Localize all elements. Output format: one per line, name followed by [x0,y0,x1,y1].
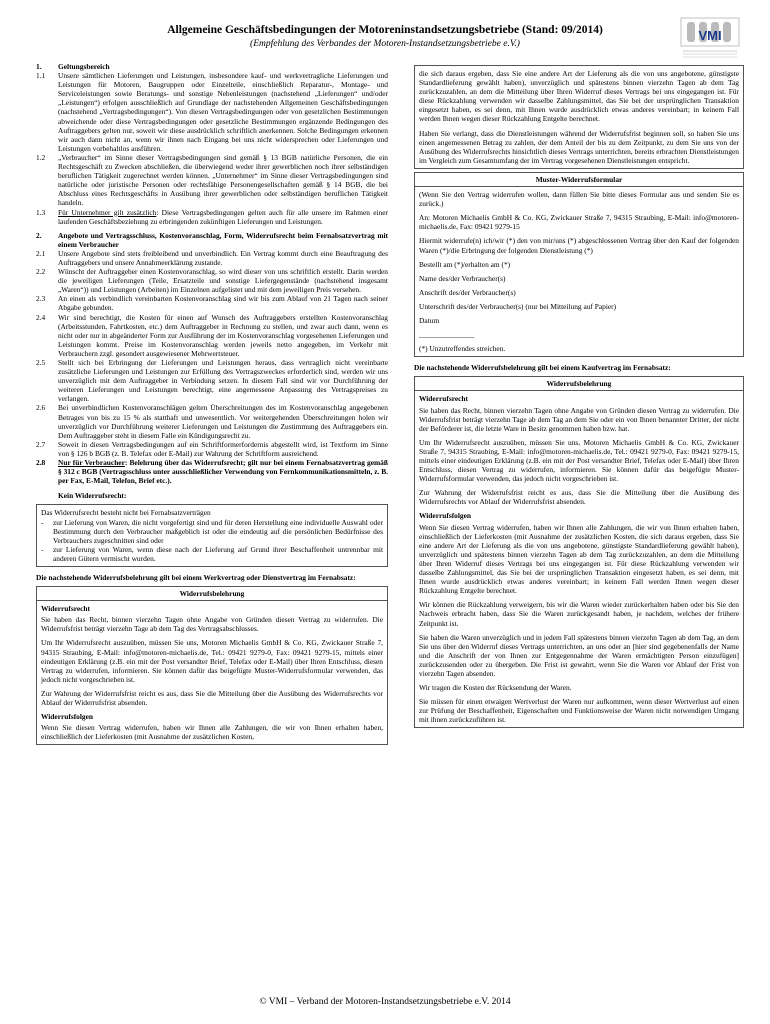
clause-number: 1.1 [36,71,46,81]
paragraph: Um Ihr Widerrufsrecht auszuüben, müssen Sie uns, Motoren Michaelis GmbH & Co. KG, Zwickauer Straße 7, 94315 Straubing, E-Mail: info@motoren-michaelis.de, Tel.: 09421 9279-0, Fax: 09421 9279-15, mittels einer eindeutigen Erklärung (z.B. ein mit der Post versandter Brief, Telefax oder E-Mail) über Ihren Entschluss, diesen Vertrag zu widerrufen, informieren. Sie können dafür das beigefügte Muster-Widerrufsformular verwenden, das jedoch nicht vorgeschrieben ist. [41,638,383,684]
list-item: zur Lieferung von Waren, wenn diese nach der Lieferung auf Grund ihrer Beschaffenheit untrennbar mit anderen Gütern vermischt wurden. [53,544,383,563]
form-line: Datum [419,315,440,325]
paragraph: Sie haben die Waren unverzüglich und in jedem Fall spätestens binnen vierzehn Tagen ab dem Tag, an dem Sie uns über den Widerruf dieses Vertrags unterrichten, an uns oder an [hier sind gegebenenfalls der Name und die Anschrift der von Ihnen zur Entgegennahme der Waren ermächtigten Person einzufügen] zurückzusenden oder zu übergeben. Die Frist ist gewahrt, wenn Sie die Waren vor Ablauf der Frist von vierzehn Tagen absenden. [419,632,739,678]
paragraph: Hiermit widerrufe(n) ich/wir (*) den von mir/uns (*) abgeschlossenen Vertrag über den Kauf der folgenden Waren (*)/die Erbringung der folgenden Dienstleistung (*) [419,236,739,255]
widerrufsbelehrung-box-kauf [414,376,744,728]
box-intro: Das Widerrufsrecht besteht nicht bei Fernabsatzverträgen [41,508,211,518]
paragraph: Wir tragen die Kosten der Rücksendung der Waren. [419,683,572,693]
clause-number: 1.3 [36,207,46,217]
form-line: Name des/der Verbraucher(s) [419,273,506,283]
paragraph: An: Motoren Michaelis GmbH & Co. KG, Zwickauer Straße 7, 94315 Straubing, E-Mail: info@motoren-michaelis.de, Fax: 09421 9279-15 [419,213,739,232]
paragraph: Zur Wahrung der Widerrufsfrist reicht es aus, dass Sie die Mitteilung über die Ausübung des Widerrufsrechts vor Ablauf der Widerrufsfrist absenden. [41,688,383,707]
right-column [414,62,744,731]
clause-number: 2.5 [36,358,46,367]
kein-widerruf-heading: Kein Widerrufsrecht: [58,491,127,501]
widerrufsfolgen-label: Widerrufsfolgen [419,511,472,521]
vmi-logo [677,16,743,64]
clause-text: Wünscht der Auftraggeber einen Kostenvoranschlag, so wird dieser von uns schriftlich erstellt. Darin werden die jeweiligen Lieferungen (Teile, Ersatzteile und sonstige Liefergegenstände (nachstehend insgesamt „Waren“)) und Leistungen (Arbeiten) im Einzelnen aufgelistet und mit dem jeweiligen Preis versehen. [58,267,388,295]
section-heading: Angebote und Vertragsschluss, Kostenvoranschlag, Form, Widerrufsrecht beim Fernabsatzvertrag mit einem Verbraucher [58,230,388,249]
clause-number: 2.8 [36,458,46,468]
paragraph: Wir können die Rückzahlung verweigern, bis wir die Waren wieder zurückerhalten haben oder bis Sie den Nachweis erbracht haben, dass Sie die Waren zurückgesandt haben, je nachdem, welches der frühere Zeitpunkt ist. [419,600,739,628]
box-heading: Widerrufsbelehrung [37,587,387,601]
paragraph: Wenn Sie diesen Vertrag widerrufen, haben wir Ihnen alle Zahlungen, die wir von Ihnen erhalten haben, einschließlich der Lieferkosten (mit Ausnahme der zusätzlichen Kosten, die sich daraus ergeben, dass Sie eine andere Art der Lieferung als die von uns angebotene, günstigste Standardlieferung gewählt haben), unverzüglich und spätestens binnen vierzehn Tagen ab dem Tag zurückzuzahlen, an dem die Mitteilung über Ihren Widerruf dieses Vertrags bei uns eingegangen ist. Für diese Rückzahlung verwenden wir dasselbe Zahlungsmittel, das Sie bei der ursprünglichen Transaktion eingesetzt haben, es sei denn, mit Ihnen wurde ausdrücklich etwas anderes vereinbart; in keinem Fall werden Ihnen wegen dieser Rückzahlung Entgelte berechnet. [419,522,739,596]
clause-number: 2.6 [36,403,46,413]
widerrufsrecht-label: Widerrufsrecht [419,394,468,404]
widerrufsrecht-label: Widerrufsrecht [41,604,90,614]
left-column [36,62,388,748]
clause-text: : Diese Vertragsbedingungen gelten auch für alle unsere im Rahmen einer laufenden Geschäftsbeziehung zu erbringenden zukünftigen Lieferungen und Leistungen. [58,207,389,226]
clause-text: Stellt sich bei Erbringung der Lieferungen und Leistungen heraus, dass vertraglich nicht vereinbarte zusätzliche Lieferungen und Leistungen zur Erfüllung des Vertragszweckes erforderlich sind, werden wir uns unverzüglich mit dem Auftraggeber in Verbindung setzen. In diesem Fall sind wir vor Durchführung der weiteren Lieferungen und Leistungen berechtigt, eine angemessene Anpassung des Vertragspreises zu verlangen. [58,358,388,404]
paragraph: Sie haben das Recht, binnen vierzehn Tagen ohne Angabe von Gründen diesen Vertrag zu widerrufen. Die Widerrufsfrist beträgt vierzehn Tage ab dem Tag an dem Sie oder ein von Ihnen benannter Dritter, der nicht der Beförderer ist, die letzte Ware in Besitz genommen haben bzw. hat. [419,405,739,433]
clause-number: 2.4 [36,312,46,322]
page-footer: © VMI – Verband der Motoren-Instandsetzungsbetriebe e.V. 2014 [259,997,511,1007]
clause-number: 2.1 [36,248,46,258]
widerrufsfolgen-label: Widerrufsfolgen [41,712,94,722]
paragraph: Sie müssen für einen etwaigen Wertverlust der Waren nur aufkommen, wenn dieser Wertverlust auf einen zur Prüfung der Beschaffenheit, Eigenschaften und Funktionsweise der Waren nicht notwendigen Umgang mit ihnen zurückzuführen ist. [419,697,739,725]
list-item: zur Lieferung von Waren, die nicht vorgefertigt sind und für deren Herstellung eine individuelle Auswahl oder Bestimmung durch den Verbraucher maßgeblich ist oder die eindeutig auf die persönlichen Bedürfnisse des Verbrauchers zugeschnitten sind oder [53,517,383,545]
box-heading: Muster-Widerrufsformular [415,173,743,187]
form-line: Unterschrift des/der Verbraucher(s) (nur bei Mitteilung auf Papier) [419,301,617,311]
clause-text: Wir sind berechtigt, die Kosten für einen auf Wunsch des Auftraggebers erstellten Kostenvoranschlag (Arbeitsstunden, Fahrtkosten, etc.) dem Auftraggeber in Rechnung zu stellen, und zwar auch dann, wenn es nicht oder nur in abgeänderter Form zur Ausführung der im Kostenvoranschlag vorgesehenen Lieferungen und Leistungen kommt. Preise im Kostenvoranschlag werden jeweils netto angegeben, im Verkehr mit Verbrauchern zzgl. gesondert ausgewiesener Mehrwertsteuer. [58,312,388,358]
kaufvertrag-heading: Die nachstehende Widerrufsbelehrung gilt bei einem Kaufvertrag im Fernabsatz: [414,363,671,373]
paragraph: die sich daraus ergeben, dass Sie eine andere Art der Lieferung als die von uns angebotene, günstigste Standardlieferung gewählt haben), unverzüglich und spätestens binnen vierzehn Tagen ab dem Tag zurückzuzahlen, an dem die Mitteilung über Ihren Widerruf dieses Vertrags bei uns eingegangen ist. Für diese Rückzahlung verwenden wir dasselbe Zahlungsmittel, das Sie bei der ursprünglichen Transaktion eingesetzt haben, es sei denn, mit Ihnen wurde ausdrücklich etwas anderes vereinbart; in keinem Fall werden Ihnen wegen dieser Rückzahlung Entgelte berechnet. [419,69,739,124]
paragraph: Zur Wahrung der Widerrufsfrist reicht es aus, dass Sie die Mitteilung über die Ausübung des Widerrufsrechts vor Ablauf der Widerrufsfrist absenden. [419,488,739,507]
document-header [0,0,770,52]
vmi-logo-text: VMI [698,28,722,43]
clause-text: „Verbraucher“ im Sinne dieser Vertragsbedingungen sind gemäß § 13 BGB natürliche Personen, die ein Rechtsgeschäft zu Zwecken abschließen, die überwiegend weder ihrer gewerblichen noch ihrer selbständigen beruflichen Tätigkeit zugerechnet werden können. „Unternehmer“ im Sinne dieser Vertragsbedingungen sind natürliche oder juristische Personen oder rechtsfähige Personengesellschaften gemäß § 14 BGB, die bei Abschluss eines Rechtsgeschäfts in Ausübung ihrer gewerblichen oder selbständigen beruflichen Tätigkeit handeln. [58,152,388,208]
paragraph: Um Ihr Widerrufsrecht auszuüben, müssen Sie uns, Motoren Michaelis GmbH & Co. KG, Zwickauer Straße 7, 94315 Straubing, E-Mail: info@motoren-michaelis.de, Tel.: 09421 9279-0, Fax: 09421 9279-15, mittels einer eindeutigen Erklärung (z.B. ein mit der Post versandter Brief, Telefax oder E-Mail) über Ihren Entschluss, diesen Vertrag zu widerrufen, informieren. Sie können dafür das beigefügte Muster-Widerrufsformular verwenden, das jedoch nicht vorgeschrieben ist. [419,437,739,484]
clause-text: : Belehrung über das Widerrufsrecht; gilt nur bei einem Fernabsatzvertrag gemäß § 312 c BGB (Vertragsschluss unter ausschließlicher Verwendung von Fernkommunikationsmitteln, z. B. per Fax, E-Mail, Telefon, Brief etc.). [58,458,388,486]
box-heading: Widerrufsbelehrung [415,377,743,391]
muster-widerrufsformular-box [414,172,744,357]
section-number: 2. [36,230,42,240]
clause-underlined: Nur für Verbraucher [58,458,125,468]
kein-widerruf-box: Das Widerrufsrecht besteht nicht bei Fernabsatzverträgen - zur Lieferung von Waren, die nicht vorgefertigt sind und für deren Herstellung eine individuelle Auswahl oder Bestimmung durch den Verbraucher maßgeblich ist oder die eindeutig auf die persönlichen Bedürfnisse des Verbrauchers zugeschnitten sind oder - zur Lieferung von Waren, wenn diese nach der Lieferung auf Grund ihrer Beschaffenheit untrennbar mit anderen Gütern vermischt wurden. [36,504,388,567]
clause-text: Unsere sämtlichen Lieferungen und Leistungen, insbesondere kauf- und werkvertragliche Lieferungen und Leistungen für Motoren, Baugruppen oder Einzelteile, einschließlich Reparatur-, Montage- und Serviceleistungen sowie Beratungs- und sonstige Nebenleistungen (nachstehend „Lieferungen“ und/oder „Leistungen“) erfolgen ausschließlich auf Grundlage der nachstehenden Allgemeinen Geschäftsbedingungen (nachstehend „Vertragsbedingungen“). Von diesen Vertragsbedingungen oder von gesetzlichen Bestimmungen abweichende oder diese Vertragsbedingungen oder gesetzliche Bestimmungen ergänzende Bedingungen des Auftraggebers gelten nur, soweit wir diese ausdrücklich schriftlich anerkennen. Solche Bedingungen erkennen wir auch dann nicht an, wenn wir ihnen nach Eingang bei uns nicht widersprechen oder Lieferungen und Leistungen vorbehaltlos ausführen. [58,71,388,153]
paragraph: Wenn Sie diesen Vertrag widerrufen, haben wir Ihnen alle Zahlungen, die wir von Ihnen erhalten haben, einschließlich der Lieferkosten (mit Ausnahme der zusätzlichen Kosten, [41,723,383,742]
section-number: 1. [36,62,42,71]
clause-text: Bei unverbindlichen Kostenvoranschlägen gelten Überschreitungen des im Kostenvoranschlag angegebenen Betrages von bis zu 15 % als statthaft und unwesentlich. Vor weitergehenden Überschreitungen holen wir unverzüglich vor Durchführung weiterer Lieferungen und Leistungen die Zustimmung des Auftraggebers ein. Dem Auftraggeber steht in diesem Falle ein Kündigungsrecht zu. [58,403,388,440]
widerrufsbelehrung-box-werk [36,586,388,745]
form-line: Anschrift des/der Verbraucher(s) [419,287,516,297]
clause-number: 2.7 [36,439,46,449]
form-line: Bestellt am (*)/erhalten am (*) [419,259,511,269]
document-title: Allgemeine Geschäftsbedingungen der Motoreninstandsetzungsbetriebe (Stand: 09/2014) [167,24,603,36]
clause-underlined: Für Unternehmer gilt zusätzlich [58,207,157,217]
clause-text: Unsere Angebote sind stets freibleibend und unverbindlich. Ein Vertrag kommt durch eine Beauftragung des Auftraggebers und unsere Annahmeerklärung zustande. [58,248,388,267]
clause-text: An einen als verbindlich vereinbarten Kostenvoranschlag sind wir bis zum Ablauf von 21 Tagen nach seiner Abgabe gebunden. [58,294,388,313]
clause-text: Soweit in diesen Vertragsbedingungen auf ein Schriftformerfordernis abgestellt wird, ist Textform im Sinne von § 126 b BGB (z. B. Telefax oder E-Mail) zur Wahrung der Schriftform ausreichend. [58,439,388,458]
document-subtitle: (Empfehlung des Verbandes der Motoren-Instandsetzungsbetriebe e.V.) [250,39,520,49]
clause-number: 2.3 [36,294,46,304]
section-heading: Geltungsbereich [58,62,110,71]
paragraph: (Wenn Sie den Vertrag widerrufen wollen, dann füllen Sie bitte dieses Formular aus und senden Sie es zurück.) [419,190,739,209]
signature-line: _______________ [419,330,475,340]
continuation-box [414,65,744,169]
paragraph: Haben Sie verlangt, dass die Dienstleistungen während der Widerrufsfrist beginnen soll, so haben Sie uns einen angemessenen Betrag zu zahlen, der dem Anteil der bis zu dem Zeitpunkt, zu dem Sie uns von der Ausübung des Widerrufsrechts hinsichtlich dieses Vertrags unterrichten, bereits erbrachten Dienstleistungen im Vergleich zum Gesamtumfang der im Vertrag vorgesehenen Dienstleistungen entspricht. [419,128,739,165]
clause-number: 1.2 [36,152,46,162]
paragraph: Sie haben das Recht, binnen vierzehn Tagen ohne Angabe von Gründen diesen Vertrag zu widerrufen. Die Widerrufsfrist beträgt vierzehn Tage ab dem Tag des Vertragsabschlusses. [41,615,383,634]
werkvertrag-heading: Die nachstehende Widerrufsbelehrung gilt bei einem Werkvertrag oder Dienstvertrag im Fernabsatz: [36,572,356,582]
clause-number: 2.2 [36,267,46,277]
footnote: (*) Unzutreffendes streichen. [419,344,506,354]
